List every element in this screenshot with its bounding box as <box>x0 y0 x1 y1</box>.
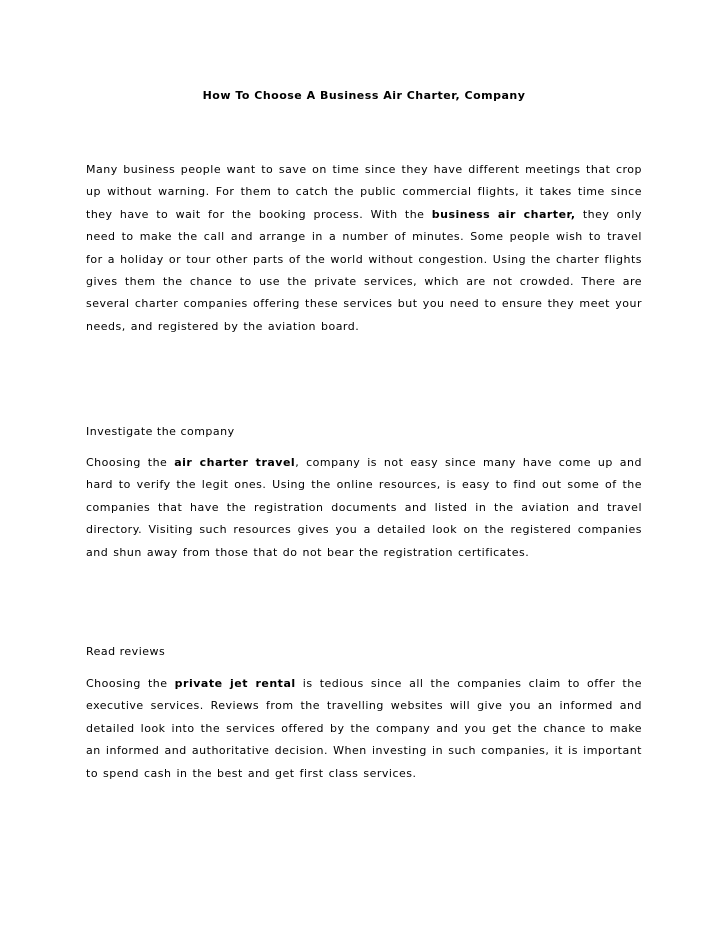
section-1-text-2: , company is not easy since many have come up and hard to verify the legit ones. Using the online resources, is easy to find out some of the companies that have the registration documents and listed in the aviation and travel directory. Visiting such resources gives you a detailed look on the registered companies and shun away from those that do not bear the registration certificates. <box>86 456 642 559</box>
intro-text-1: Many business people want to save on time since they have different meetings that crop up without warning. For them to catch the public commercial flights, it takes time since they have to wait for the booking process. With the <box>86 163 642 221</box>
intro-text-2: they only need to make the call and arrange in a number of minutes. Some people wish to travel for a holiday or tour other parts of the world without congestion. Using the charter flights gives them the chance to use the private services, which are not crowded. There are several charter companies offering these services but you need to ensure they meet your needs, and registered by the aviation board. <box>86 207 642 333</box>
section-heading-reviews: Read reviews <box>86 645 166 658</box>
section-1-text-1: Choosing the <box>86 456 175 469</box>
document-title: How To Choose A Business Air Charter, Company <box>202 89 526 102</box>
section-2-text-2: is tedious since all the companies claim to offer the executive services. Reviews from the travelling websites will give you an informed and detailed look into the services offered by the company and you get the chance to make an informed and authoritative decision. When investing in such companies, it is important to spend cash in the best and get first class services. <box>86 677 642 780</box>
section-1-bold-keyword: air charter travel <box>174 456 296 469</box>
section-paragraph-reviews <box>86 673 642 785</box>
section-2-bold-keyword: private jet rental <box>174 677 296 690</box>
intro-paragraph <box>86 159 642 338</box>
section-2-text-1: Choosing the <box>86 677 175 690</box>
section-heading-investigate: Investigate the company <box>86 425 235 438</box>
intro-bold-keyword: business air charter, <box>431 207 576 221</box>
section-paragraph-investigate <box>86 452 642 564</box>
